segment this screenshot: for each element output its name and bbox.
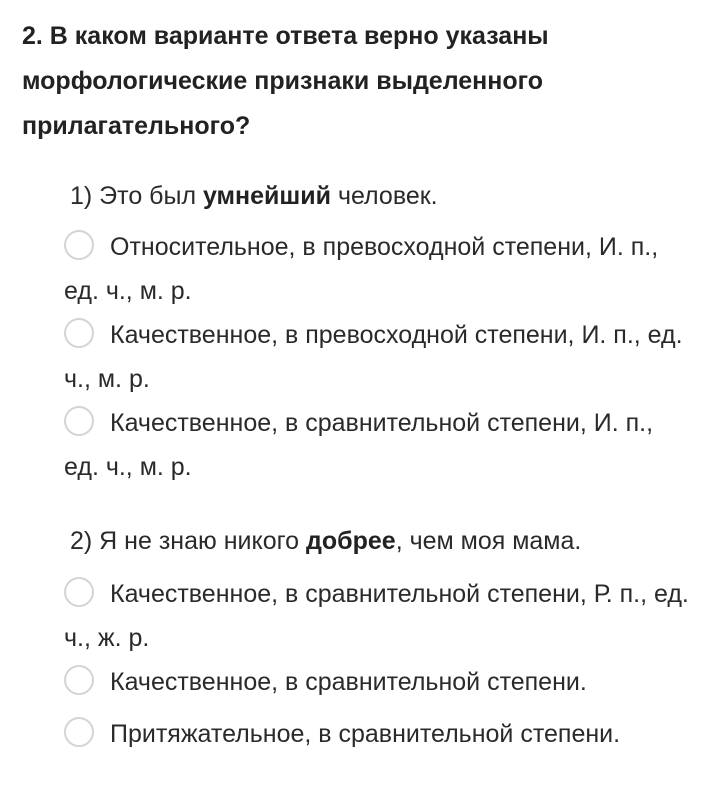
highlighted-adjective: умнейший (202, 182, 331, 210)
subquestion-2-text (70, 525, 581, 557)
answer-option-label: Относительное, в превосходной степени, И. п., ед. ч., м. р. (64, 233, 659, 305)
radio-button[interactable] (64, 717, 94, 747)
radio-button[interactable] (64, 318, 94, 348)
subquestion-suffix: человек. (331, 182, 438, 210)
answer-option-2-2[interactable] (64, 660, 694, 704)
highlighted-adjective: добрее (306, 527, 396, 555)
answer-option-2-1[interactable] (64, 572, 694, 660)
subquestion-prefix: 2) Я не знаю никого (70, 527, 307, 555)
subquestion-suffix: , чем моя мама. (395, 527, 582, 555)
question-title: 2. В каком варианте ответа верно указаны морфологические признаки выделенного прилагательного? (22, 22, 549, 140)
radio-button[interactable] (64, 665, 94, 695)
radio-button[interactable] (64, 230, 94, 260)
answer-option-label: Качественное, в сравнительной степени, И. п., ед. ч., м. р. (64, 409, 654, 481)
subquestion-1-text (70, 180, 438, 212)
answer-option-label: Качественное, в сравнительной степени. (110, 668, 587, 696)
subquestion-prefix: 1) Это был (70, 182, 203, 210)
answer-option-2-3[interactable] (64, 712, 624, 756)
answer-option-label: Качественное, в превосходной степени, И. п., ед. ч., м. р. (64, 321, 683, 393)
answer-option-label: Качественное, в сравнительной степени, Р. п., ед. ч., ж. р. (64, 580, 689, 652)
answer-option-1-3[interactable] (64, 401, 694, 489)
radio-button[interactable] (64, 577, 94, 607)
answer-option-1-2[interactable] (64, 313, 694, 401)
answer-option-label: Притяжательное, в сравнительной степени. (110, 720, 621, 748)
answer-option-1-1[interactable] (64, 225, 694, 313)
radio-button[interactable] (64, 406, 94, 436)
